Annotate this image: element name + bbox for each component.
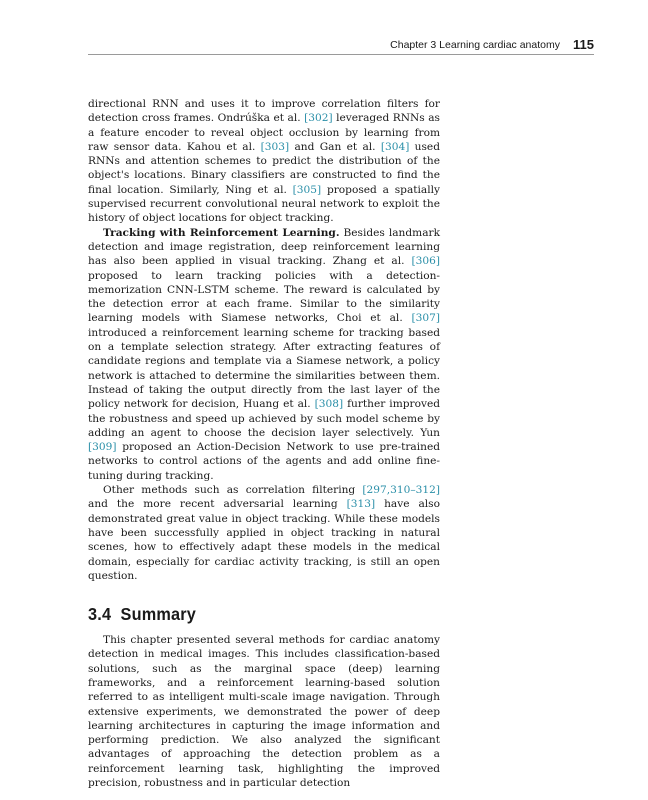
citation-305[interactable]: [305]	[292, 183, 322, 196]
section-title: Summary	[120, 604, 197, 625]
body-text	[88, 97, 440, 790]
citation-306[interactable]: [306]	[411, 255, 440, 268]
page-number: 115	[573, 37, 594, 52]
paragraph-other-methods: Other methods such as correlation filtering [297,310–312] and the more recent adversarial learning [313] have also demonstrated great value in object tracking. While these models have been successfully applied in object tracking in natural scenes, how to effectively adapt these models in the medical domain, especially for cardiac activity tracking, is still an open question.	[88, 484, 440, 582]
citation-302[interactable]: [302]	[304, 112, 333, 125]
citation-308[interactable]: [308]	[314, 398, 344, 411]
citation-307[interactable]: [307]	[411, 312, 440, 325]
section-number: 3.4	[88, 604, 112, 625]
running-title: Chapter 3 Learning cardiac anatomy	[390, 39, 560, 51]
paragraph-rnn-tracking: directional RNN and uses it to improve correlation filters for detection cross frames. Ondrúška et al. [302] leveraged RNNs as a feature encoder to reveal object occlusion by learning from raw sensor data. Kahou et al. [303] and Gan et al. [304] used RNNs and attention schemes to predict the distribution of the object's locations. Binary classifiers are constructed to find the final location. Similarly, Ning et al. [305] proposed a spatially supervised recurrent convolutional neural network to exploit the history of object locations for object tracking.	[88, 98, 440, 225]
running-header	[88, 36, 594, 55]
run-in-heading: Tracking with Reinforcement Learning.	[103, 226, 340, 239]
paragraph-summary: This chapter presented several methods for cardiac anatomy detection in medical images. This includes classification-based solutions, such as the marginal space (deep) learning frameworks, and a reinforcement learning-based solution referred to as intelligent multi-scale image navigation. Through extensive experiments, we demonstrated the power of deep learning architectures in capturing the image information and performing prediction. We also analyzed the significant advantages of approaching the detection problem as a reinforcement learning task, highlighting the improved precision, robustness and in particular detection	[88, 634, 440, 790]
section-heading	[88, 604, 415, 625]
paragraph-reinforcement-tracking: Tracking with Reinforcement Learning. Besides landmark detection and image registration, deep reinforcement learning has also been applied in visual tracking. Zhang et al. [306] proposed to learn tracking policies with a detection-memorization CNN-LSTM scheme. The reward is calculated by the detection error at each frame. Similar to the similarity learning models with Siamese networks, Choi et al. [307] introduced a reinforcement learning scheme for tracking based on a template selection strategy. After extracting features of candidate regions and template via a Siamese network, a policy network is attached to determine the similarities between them. Instead of taking the output directly from the last layer of the policy network for decision, Huang et al. [308] further improved the robustness and speed up achieved by such model scheme by adding an agent to choose the decision layer selectively. Yun [309] proposed an Action-Decision Network to use pre-trained networks to control actions of the agents and add online fine-tuning during tracking.	[88, 226, 441, 482]
citation-297-310-312[interactable]: [297,310–312]	[362, 484, 440, 497]
citation-313[interactable]: [313]	[346, 498, 376, 511]
citation-303[interactable]: [303]	[260, 140, 290, 153]
citation-304[interactable]: [304]	[380, 140, 410, 153]
citation-309[interactable]: [309]	[88, 441, 117, 454]
